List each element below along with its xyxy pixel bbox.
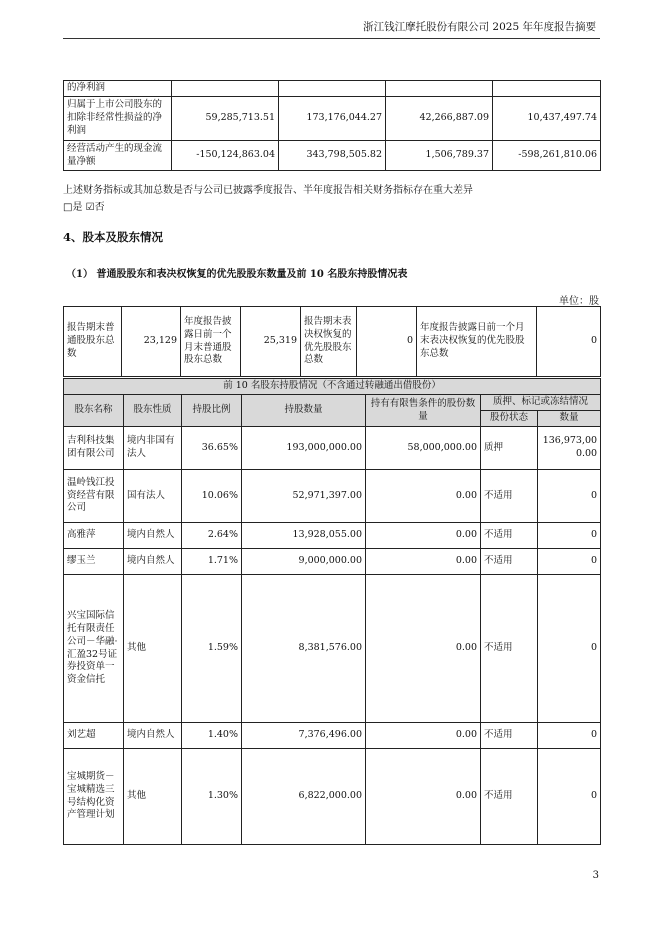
page-number: 3 <box>592 870 599 881</box>
holder-count: 136,973,000.00 <box>538 427 601 470</box>
cell-value <box>493 81 601 97</box>
row-label: 归属于上市公司股东的扣除非经常性损益的净利润 <box>64 97 172 141</box>
holder-type: 境内自然人 <box>124 723 182 749</box>
holder-status: 质押 <box>481 427 538 470</box>
top-holders-table <box>63 378 601 845</box>
holder-restricted: 0.00 <box>366 749 481 845</box>
holder-type: 国有法人 <box>124 470 182 523</box>
holder-ratio: 1.71% <box>182 549 242 575</box>
table-row <box>64 723 601 749</box>
holder-ratio: 1.40% <box>182 723 242 749</box>
row-label: 经营活动产生的现金流量净额 <box>64 141 172 171</box>
holder-restricted: 0.00 <box>366 549 481 575</box>
holder-type: 其他 <box>124 749 182 845</box>
unit-label: 单位：股 <box>559 296 599 307</box>
table-row <box>64 575 601 723</box>
cell-value: -150,124,863.04 <box>172 141 279 171</box>
holder-name: 宝城期货－宝城精选三号结构化资产管理计划 <box>64 749 124 845</box>
financial-indicator-table <box>63 80 601 171</box>
summary-label: 年度报告披露日前一个月末普通股股东总数 <box>181 307 241 377</box>
cell-value: -598,261,810.06 <box>493 141 601 171</box>
cell-value <box>386 81 493 97</box>
holder-count: 0 <box>538 523 601 549</box>
holder-count: 0 <box>538 575 601 723</box>
table-row <box>64 427 601 470</box>
shareholder-summary-table <box>63 306 601 377</box>
holder-restricted: 0.00 <box>366 523 481 549</box>
discrepancy-note: 上述财务指标或其加总数是否与公司已披露季度报告、半年度报告相关财务指标存在重大差异 <box>63 185 473 196</box>
holder-count: 0 <box>538 749 601 845</box>
holder-type: 境内非国有法人 <box>124 427 182 470</box>
holder-name: 吉利科技集团有限公司 <box>64 427 124 470</box>
header-rule <box>63 38 600 39</box>
cell-value: 173,176,044.27 <box>279 97 386 141</box>
summary-label: 报告期末表决权恢复的优先股股东总数 <box>301 307 357 377</box>
holder-type: 境内自然人 <box>124 549 182 575</box>
holder-status: 不适用 <box>481 470 538 523</box>
cell-value <box>279 81 386 97</box>
holder-qty: 8,381,576.00 <box>242 575 366 723</box>
holder-name: 兴宝国际信托有限责任公司－华融·汇盈32号证券投资单一资金信托 <box>64 575 124 723</box>
table-header-row <box>64 395 601 411</box>
summary-label: 报告期末普通股股东总数 <box>64 307 122 377</box>
holder-ratio: 36.65% <box>182 427 242 470</box>
discrepancy-option: □是 ☑否 <box>63 202 105 213</box>
table-row <box>64 81 601 97</box>
table-row <box>64 749 601 845</box>
subsection-title: （1） 普通股股东和表决权恢复的优先股股东数量及前 10 名股东持股情况表 <box>66 269 408 280</box>
col-header-pledge: 质押、标记或冻结情况 <box>481 395 601 411</box>
col-header-name: 股东名称 <box>64 395 124 427</box>
table-row <box>64 307 601 377</box>
holder-restricted: 58,000,000.00 <box>366 427 481 470</box>
col-header-type: 股东性质 <box>124 395 182 427</box>
cell-value <box>172 81 279 97</box>
summary-label: 年度报告披露日前一个月末表决权恢复的优先股股东总数 <box>417 307 537 377</box>
holder-name: 刘艺超 <box>64 723 124 749</box>
col-header-restricted: 持有有限售条件的股份数量 <box>366 395 481 427</box>
holder-status: 不适用 <box>481 723 538 749</box>
summary-value: 0 <box>357 307 417 377</box>
holder-type: 其他 <box>124 575 182 723</box>
holder-qty: 9,000,000.00 <box>242 549 366 575</box>
holder-qty: 52,971,397.00 <box>242 470 366 523</box>
report-header-title: 浙江钱江摩托股份有限公司 2025 年年度报告摘要 <box>363 21 596 33</box>
row-label: 的净利润 <box>64 81 172 97</box>
table-caption: 前 10 名股东持股情况（不含通过转融通出借股份） <box>64 379 601 395</box>
holder-qty: 193,000,000.00 <box>242 427 366 470</box>
holder-count: 0 <box>538 470 601 523</box>
summary-value: 23,129 <box>122 307 181 377</box>
holder-restricted: 0.00 <box>366 575 481 723</box>
holder-status: 不适用 <box>481 749 538 845</box>
cell-value: 42,266,887.09 <box>386 97 493 141</box>
holder-name: 缪玉兰 <box>64 549 124 575</box>
table-row <box>64 523 601 549</box>
holder-name: 高雅萍 <box>64 523 124 549</box>
holder-ratio: 1.30% <box>182 749 242 845</box>
holder-status: 不适用 <box>481 549 538 575</box>
holder-qty: 7,376,496.00 <box>242 723 366 749</box>
holder-restricted: 0.00 <box>366 470 481 523</box>
cell-value: 343,798,505.82 <box>279 141 386 171</box>
holder-restricted: 0.00 <box>366 723 481 749</box>
cell-value: 59,285,713.51 <box>172 97 279 141</box>
col-header-status: 股份状态 <box>481 411 538 427</box>
summary-value: 0 <box>537 307 601 377</box>
holder-status: 不适用 <box>481 575 538 723</box>
holder-count: 0 <box>538 549 601 575</box>
holder-count: 0 <box>538 723 601 749</box>
cell-value: 10,437,497.74 <box>493 97 601 141</box>
holder-type: 境内自然人 <box>124 523 182 549</box>
section-title: 4、股本及股东情况 <box>63 230 164 244</box>
holder-ratio: 2.64% <box>182 523 242 549</box>
cell-value: 1,506,789.37 <box>386 141 493 171</box>
holder-qty: 13,928,055.00 <box>242 523 366 549</box>
table-row <box>64 141 601 171</box>
holder-name: 温岭钱江投资经营有限公司 <box>64 470 124 523</box>
holder-ratio: 10.06% <box>182 470 242 523</box>
summary-value: 25,319 <box>241 307 301 377</box>
table-caption-row <box>64 379 601 395</box>
table-row <box>64 470 601 523</box>
table-row <box>64 97 601 141</box>
col-header-qty: 持股数量 <box>242 395 366 427</box>
col-header-ratio: 持股比例 <box>182 395 242 427</box>
col-header-count: 数量 <box>538 411 601 427</box>
holder-status: 不适用 <box>481 523 538 549</box>
table-row <box>64 549 601 575</box>
holder-ratio: 1.59% <box>182 575 242 723</box>
holder-qty: 6,822,000.00 <box>242 749 366 845</box>
